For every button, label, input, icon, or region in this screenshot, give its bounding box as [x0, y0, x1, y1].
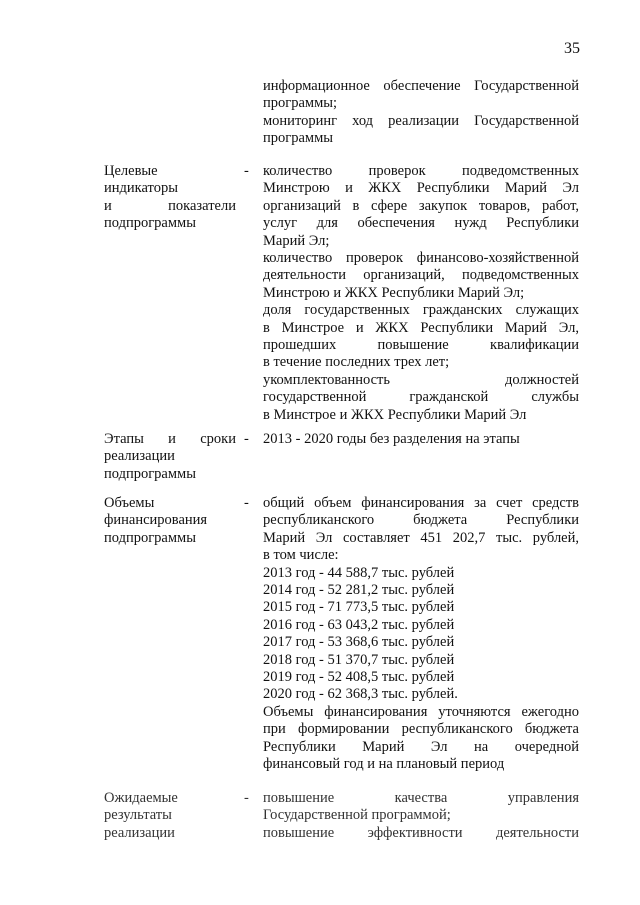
- content-line: повышение эффективности деятельности: [263, 824, 579, 841]
- content-line: в Минстрое и ЖКХ Республики Марий Эл: [263, 406, 527, 423]
- content-line: прошедших повышение квалификации: [263, 337, 579, 354]
- content-line: Марий Эл составляет 451 202,7 тыс. рублей,: [263, 529, 579, 546]
- label-line: Целевые: [104, 163, 158, 179]
- content-line: Марий Эл;: [263, 232, 330, 249]
- content-line: количество проверок подведомственных: [263, 163, 579, 179]
- content-line: государственной гражданской службы: [263, 389, 579, 406]
- content-line: при формировании республиканского бюджета: [263, 721, 579, 738]
- label-line: подпрограммы: [104, 465, 196, 482]
- text-line: программы: [263, 130, 333, 147]
- section-content: [263, 790, 579, 842]
- label-line: Ожидаемые: [104, 790, 178, 806]
- label-line: финансирования: [104, 512, 208, 529]
- text-line: мониторинг ход реализации Государственной: [263, 112, 579, 129]
- content-line: 2013 год - 44 588,7 тыс. рублей: [263, 564, 455, 581]
- section-content: [263, 495, 579, 774]
- section-label: [104, 431, 236, 483]
- content-line: финансовый год и на плановый период: [263, 756, 505, 773]
- label-line: реализации: [104, 824, 175, 841]
- content-line: 2015 год - 71 773,5 тыс. рублей: [263, 599, 455, 616]
- content-line: в том числе:: [263, 547, 339, 564]
- label-line: Объемы: [104, 495, 155, 511]
- section-content: [263, 431, 579, 448]
- label-line: подпрограммы: [104, 529, 196, 546]
- content-line: доля государственных гражданских служащих: [263, 302, 579, 319]
- page-number: 35: [564, 40, 580, 57]
- section-label: [104, 163, 236, 233]
- label-line: реализации: [104, 448, 175, 465]
- content-line: укомплектованность должностей: [263, 371, 579, 388]
- text-line: информационное обеспечение Государственной: [263, 78, 579, 94]
- label-line: Этапы и сроки: [104, 431, 236, 447]
- content-line: в Минстрое и ЖКХ Республики Марий Эл,: [263, 319, 579, 336]
- content-line: 2013 - 2020 годы без разделения на этапы: [263, 431, 520, 447]
- content-line: услуг для обеспечения нужд Республики: [263, 215, 579, 232]
- content-line: 2018 год - 51 370,7 тыс. рублей: [263, 651, 455, 668]
- section-content: [263, 163, 579, 424]
- content-line: республиканского бюджета Республики: [263, 512, 579, 529]
- label-line: и показатели: [104, 197, 236, 214]
- section-label: [104, 495, 236, 547]
- content-line: количество проверок финансово-хозяйственной: [263, 250, 579, 267]
- content-line: Республики Марий Эл на очередной: [263, 738, 579, 755]
- label-line: индикаторы: [104, 180, 178, 197]
- label-line: результаты: [104, 807, 172, 824]
- content-line: Объемы финансирования уточняются ежегодно: [263, 703, 579, 720]
- section-dash: -: [244, 163, 249, 179]
- section-label: [104, 790, 236, 842]
- content-line: Государственной программой;: [263, 807, 451, 824]
- content-line: Минстрою и ЖКХ Республики Марий Эл: [263, 180, 579, 197]
- content-line: 2014 год - 52 281,2 тыс. рублей: [263, 582, 455, 599]
- content-line: 2020 год - 62 368,3 тыс. рублей.: [263, 686, 458, 703]
- content-line: 2017 год - 53 368,6 тыс. рублей: [263, 634, 455, 651]
- content-line: общий объем финансирования за счет средств: [263, 495, 579, 511]
- content-line: повышение качества управления: [263, 790, 579, 806]
- text-line: программы;: [263, 95, 338, 112]
- top-block-text: [263, 78, 579, 148]
- label-line: подпрограммы: [104, 215, 196, 232]
- content-line: Минстрою и ЖКХ Республики Марий Эл;: [263, 284, 525, 301]
- content-line: 2019 год - 52 408,5 тыс. рублей: [263, 669, 455, 686]
- section-dash: -: [244, 495, 249, 511]
- content-line: организаций в сфере закупок товаров, работ,: [263, 197, 579, 214]
- section-dash: -: [244, 790, 249, 806]
- content-line: деятельности организаций, подведомственных: [263, 267, 579, 284]
- content-line: 2016 год - 63 043,2 тыс. рублей: [263, 616, 455, 633]
- section-dash: -: [244, 431, 249, 447]
- content-line: в течение последних трех лет;: [263, 354, 450, 371]
